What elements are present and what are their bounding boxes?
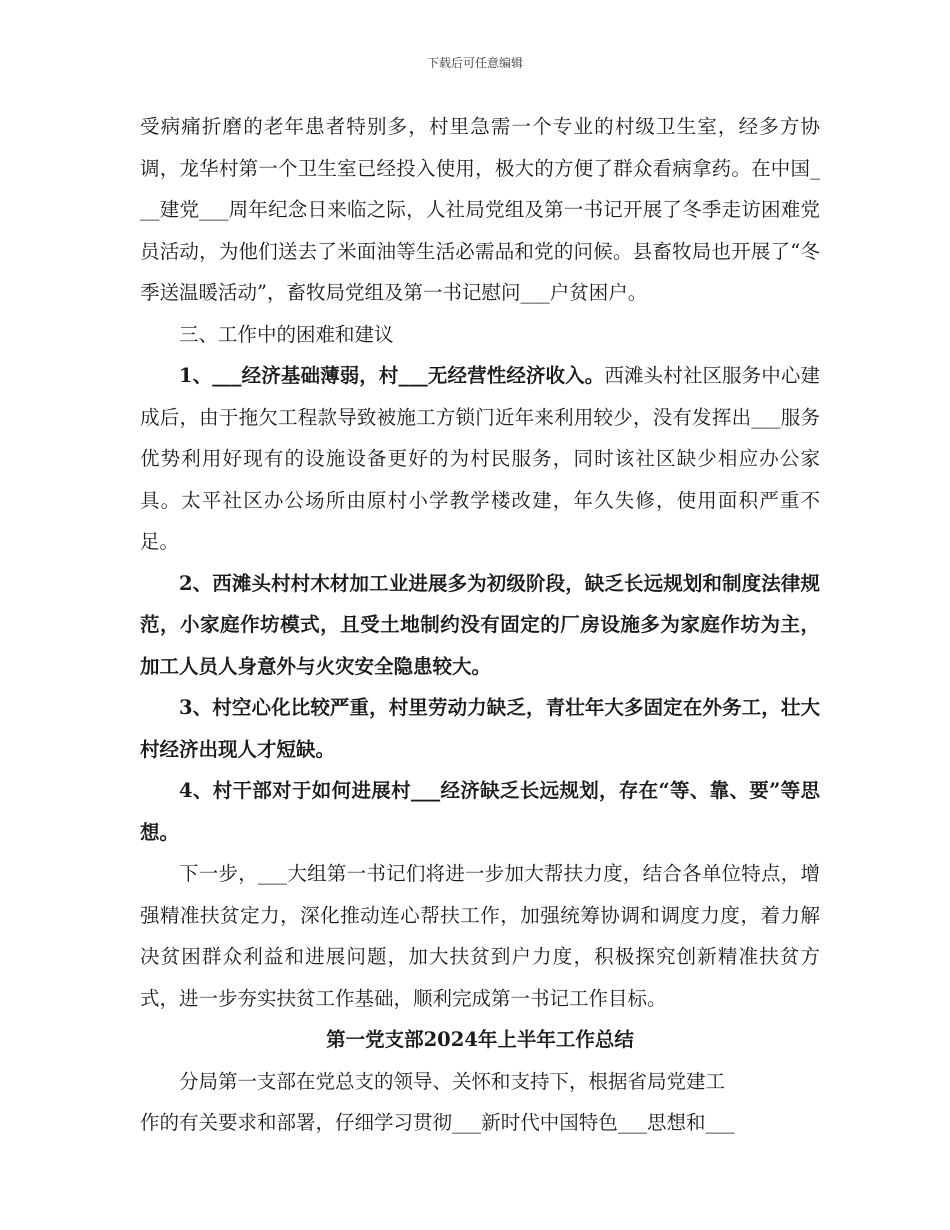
- paragraph-intro: 受病痛折磨的老年患者特别多，村里急需一个专业的村级卫生室，经多方协调，龙华村第一个卫生室已经投入使用，极大的方便了群众看病拿药。在中国___建党___周年纪念日来临之际，人社局党组及第一书记开展了冬季走访困难党员活动，为他们送去了米面油等生活必需品和党的问候。县畜牧局也开展了“冬季送温暖活动”，畜牧局党组及第一书记慰问___户贫困户。: [140, 115, 820, 304]
- list-item-3: 3、村空心化比较严重，村里劳动力缺乏，青壮年大多固定在外务工，壮大村经济出现人才短缺。: [140, 696, 820, 761]
- paragraph-summary-line-1: 分局第一支部在党总支的领导、关怀和支持下，根据省局党建工: [179, 1069, 726, 1093]
- list-item-1: [140, 355, 820, 563]
- list-item-2: 2、西滩头村村木材加工业进展多为初级阶段，缺乏长远规划和制度法律规范，小家庭作坊模式，且受土地制约没有固定的厂房设施多为家庭作坊为主，加工人员人身意外与火灾安全隐患较大。: [140, 571, 820, 678]
- page-header-note: 下载后可任意编辑: [426, 56, 523, 70]
- section-heading: 三、工作中的困难和建议: [179, 322, 394, 346]
- paragraph-next-step: 下一步，___大组第一书记们将进一步加大帮扶力度，结合各单位特点，增强精准扶贫定力，深化推动连心帮扶工作，加强统筹协调和调度力度，着力解决贫困群众利益和进展问题，加大扶贫到户力度，积极探究创新精准扶贫方式，进一步夯实扶贫工作基础，顺利完成第一书记工作目标。: [140, 862, 820, 1010]
- list-item-1-title: 1、___经济基础薄弱，村___无经营性经济收入。: [179, 364, 605, 387]
- document-body: [140, 106, 820, 1144]
- list-item-4: 4、村干部对于如何进展村___经济缺乏长远规划，存在“等、靠、要”等思想。: [140, 779, 820, 844]
- list-item-1-text: 西滩头村社区服务中心建成后，由于拖欠工程款导致被施工方锁门近年来利用较少，没有发挥出___服务优势利用好现有的设施设备更好的为村民服务，同时该社区缺少相应办公家具。太平社区办公场所由原村小学教学楼改建，年久失修，使用面积严重不足。: [140, 364, 820, 553]
- section-title: 第一党支部2024年上半年工作总结: [326, 1028, 634, 1051]
- paragraph-summary-line-2: 作的有关要求和部署，仔细学习贯彻___新时代中国特色___思想和___: [140, 1111, 735, 1134]
